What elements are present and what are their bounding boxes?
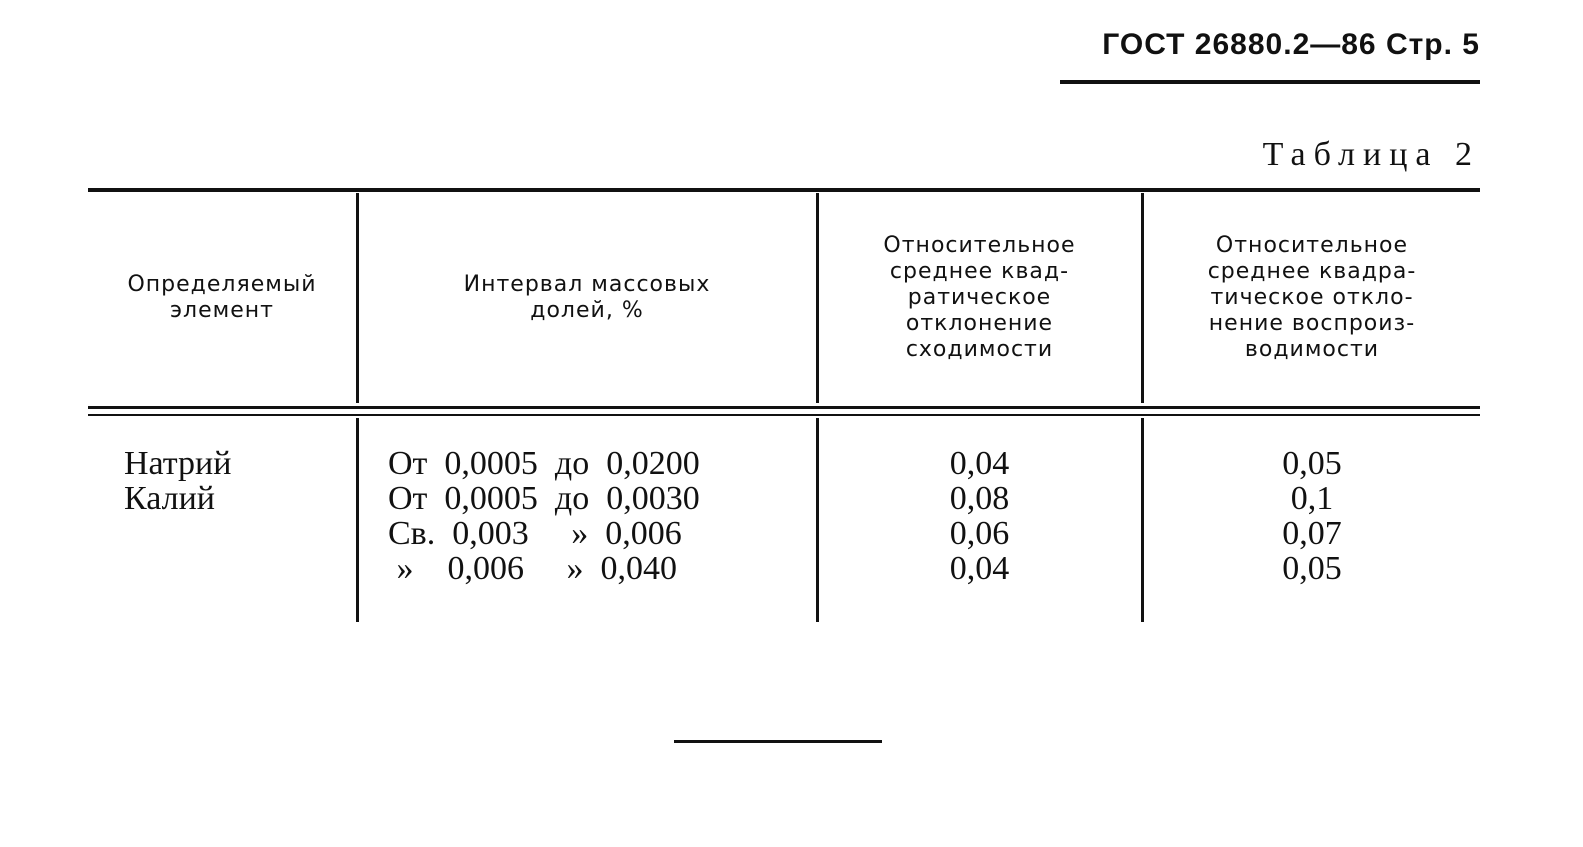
column-divider	[356, 418, 359, 622]
table-cell-reproducibility: 0,07	[1282, 515, 1342, 552]
column-header-element: Определяемый элемент	[127, 271, 317, 323]
table-cell-interval: От 0,0005 до 0,0030	[388, 480, 700, 517]
table-cell-element: Натрий	[124, 445, 232, 482]
header-rule	[1060, 80, 1480, 84]
table-cell-reproducibility: 0,05	[1282, 550, 1342, 587]
page-end-rule	[674, 740, 882, 743]
table-caption: Таблица 2	[1262, 136, 1480, 173]
table-cell-reproducibility: 0,1	[1290, 480, 1334, 517]
column-header-repeatability: Относительное среднее квад- ратическое отклонение сходимости	[883, 232, 1076, 362]
column-header-interval: Интервал массовых долей, %	[463, 271, 711, 323]
column-header-reproducibility: Относительное среднее квадра- тическое откло- нение воспроиз- водимости	[1207, 232, 1417, 362]
table-cell-interval: Св. 0,003 » 0,006	[388, 515, 682, 552]
table-cell-repeatability: 0,04	[949, 445, 1010, 482]
table-cell-repeatability: 0,08	[949, 480, 1010, 517]
table-cell-repeatability: 0,06	[949, 515, 1010, 552]
column-divider	[1141, 418, 1144, 622]
interval-column	[388, 446, 700, 586]
element-column	[124, 446, 231, 516]
column-divider	[816, 418, 819, 622]
column-divider	[356, 193, 359, 403]
header-separator-rule-secondary	[88, 414, 1480, 416]
reproducibility-column	[1147, 446, 1477, 586]
table-cell-element: Калий	[124, 480, 215, 517]
table-cell-repeatability: 0,04	[949, 550, 1010, 587]
repeatability-column	[822, 446, 1137, 586]
page-header: ГОСТ 26880.2—86 Стр. 5	[1102, 28, 1480, 61]
table-cell-reproducibility: 0,05	[1282, 445, 1342, 482]
table-top-rule	[88, 188, 1480, 192]
header-separator-rule	[88, 406, 1480, 409]
column-divider	[816, 193, 819, 403]
column-divider	[1141, 193, 1144, 403]
table-cell-interval: От 0,0005 до 0,0200	[388, 445, 700, 482]
table-cell-interval: » 0,006 » 0,040	[388, 550, 677, 587]
